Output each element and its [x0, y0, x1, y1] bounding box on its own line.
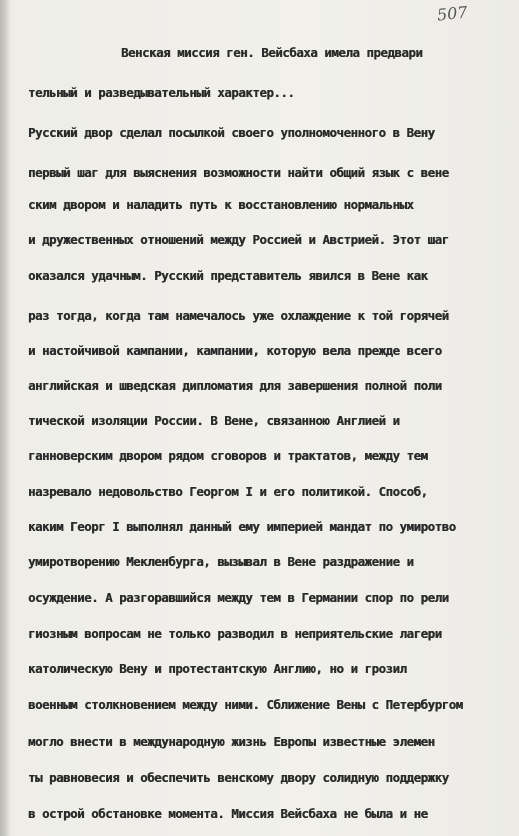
page-number: 507: [436, 2, 469, 25]
text-line: первый шаг для выяснения возможности найти общий язык с вене: [28, 165, 449, 180]
text-line: назревало недовольство Георгом I и его политикой. Способ,: [28, 484, 428, 499]
text-line: умиротворению Мекленбурга, вызывал в Вене раздражение и: [28, 554, 414, 569]
text-line: ты равновесия и обеспечить венскому двору солидную поддержку: [28, 770, 449, 785]
text-line: осуждение. А разгоравшийся между тем в Германии спор по рели: [28, 590, 449, 605]
text-line: военным столкновением между ними. Сближение Вены с Петербургом: [28, 697, 463, 712]
text-line: ским двором и наладить путь к восстановлению нормальных: [28, 197, 414, 212]
page-edge-shadow: [0, 0, 10, 836]
text-line: английская и шведская дипломатия для завершения полной поли: [28, 378, 442, 393]
text-line: оказался удачным. Русский представитель явился в Вене как: [28, 268, 428, 283]
text-line: Русский двор сделал посылкой своего уполномоченного в Вену: [28, 125, 435, 140]
text-line: и настойчивой кампании, кампании, которую вела прежде всего: [28, 343, 442, 358]
text-line: каким Георг I выполнял данный ему империей мандат по умиротво: [28, 519, 456, 534]
text-line: могло внести в международную жизнь Европы известные элемен: [28, 734, 435, 749]
text-line: католическую Вену и протестантскую Англию, но и грозил: [28, 661, 407, 676]
text-line: раз тогда, когда там намечалось уже охлаждение к той горячей: [28, 308, 449, 323]
text-line: в острой обстановке момента. Миссия Вейсбаха не была и не: [28, 806, 428, 821]
text-line: ганноверским двором рядом сговоров и трактатов, между тем: [28, 448, 428, 463]
text-line: Венская миссия ген. Вейсбаха имела предвари: [121, 45, 423, 60]
text-line: тельный и разведывательный характер...: [28, 85, 295, 100]
text-line: гиозным вопросам не только разводил в неприятельские лагери: [28, 626, 442, 641]
text-line: тической изоляции России. В Вене, связанною Англией и: [28, 413, 400, 428]
text-line: и дружественных отношений между Россией и Австрией. Этот шаг: [28, 232, 449, 247]
